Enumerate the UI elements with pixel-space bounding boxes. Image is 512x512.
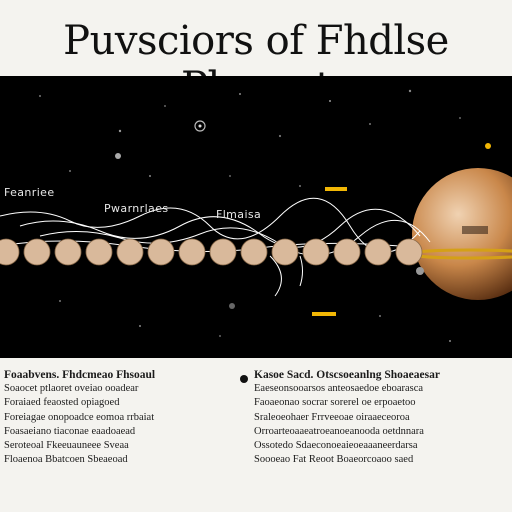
small-planet bbox=[210, 239, 236, 265]
column-line: Foasaeiano tiaconae eaadoaead bbox=[4, 425, 136, 437]
small-planet bbox=[303, 239, 329, 265]
large-planet bbox=[410, 143, 512, 300]
label-left: Feanriee bbox=[4, 186, 55, 199]
column-line: Ossotedo Sdaeconoeaieoeaaaneerdarsa bbox=[254, 440, 418, 452]
small-planet bbox=[117, 239, 143, 265]
page-title: Puvsciors of Fhdlse bbox=[63, 18, 449, 64]
label-center: Pwarnrlaes bbox=[104, 202, 169, 215]
column-line: Soaocet ptlaoret oveiao ooadear bbox=[4, 383, 139, 395]
column-heading: Foaabvens. Fhdcmeao Fhsoaul bbox=[4, 369, 156, 381]
column-line: Eaeseonsooarsos anteosaedoe eboarasca bbox=[254, 383, 424, 395]
label-mid: Flmaisa bbox=[216, 208, 262, 221]
illustration-panel bbox=[0, 76, 512, 358]
small-planet bbox=[241, 239, 267, 265]
sphere-row bbox=[0, 239, 422, 265]
column-line: Seroteoal Fkeeuauneee Sveaa bbox=[4, 440, 129, 452]
column-line: Foreiagae onopoadce eomoa rrbaiat bbox=[4, 411, 155, 423]
column-line: Soooeao Fat Reoot Boaeorcoaoo saed bbox=[254, 454, 414, 466]
column-line: Faoaeonao socrar sorerel oe erpoaetoo bbox=[254, 397, 416, 409]
small-planet bbox=[179, 239, 205, 265]
small-planet bbox=[24, 239, 50, 265]
small-planet bbox=[0, 239, 19, 265]
column-heading: Kasoe Sacd. Otscsoeanlng Shoaeaesar bbox=[254, 369, 440, 381]
text-column-right bbox=[254, 368, 508, 467]
small-planet bbox=[334, 239, 360, 265]
column-line: Orroarteoaaeatroeanoeanooda oetdnnara bbox=[254, 425, 424, 437]
column-line: Floaenoa Bbatcoen Sbeaeoad bbox=[4, 454, 128, 466]
small-planet bbox=[365, 239, 391, 265]
small-planet bbox=[272, 239, 298, 265]
column-line: Sraleoeohaer Frrveeoae oiraaeceoroa bbox=[254, 411, 410, 423]
small-planet bbox=[148, 239, 174, 265]
small-planet bbox=[86, 239, 112, 265]
small-planet bbox=[396, 239, 422, 265]
small-planet bbox=[55, 239, 81, 265]
column-line: Foraiaed feaosted opiagoed bbox=[4, 397, 120, 409]
text-column-left bbox=[4, 368, 210, 467]
bullet-icon bbox=[240, 375, 248, 383]
